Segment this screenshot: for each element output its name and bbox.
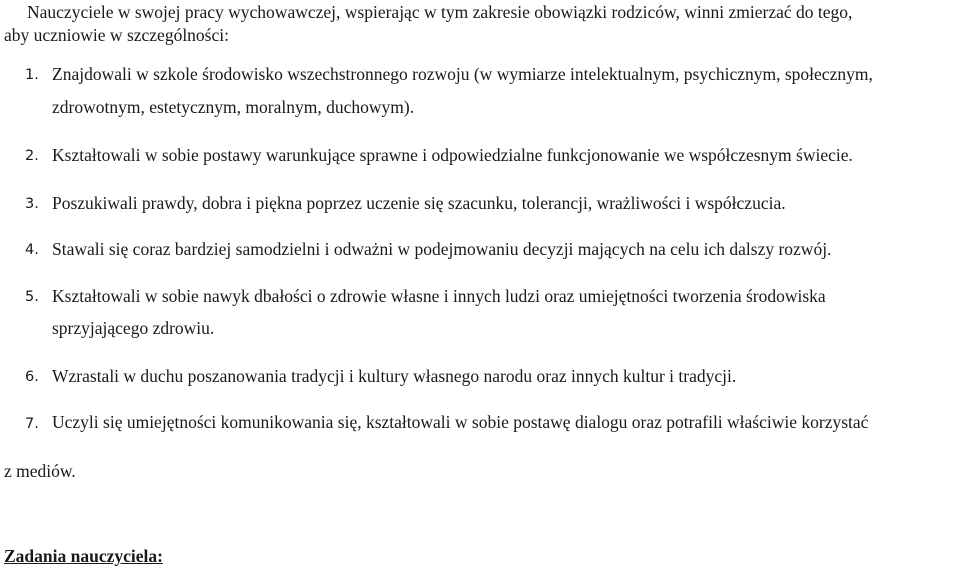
list-item-number: 7. — [25, 416, 39, 432]
list-item-number: 1. — [25, 67, 39, 83]
list-item-number: 4. — [25, 242, 39, 258]
intro-line-1: Nauczyciele w swojej pracy wychowawczej, wspierając w tym zakresie obowiązki rodziców, winni zmierzać do tego, — [27, 2, 853, 22]
list-item-number: 2. — [25, 148, 39, 164]
list-item-text: Znajdowali w szkole środowisko wszechstronnego rozwoju (w wymiarze intelektualnym, psychicznym, społecznym, — [52, 64, 873, 84]
list-item-text: Poszukiwali prawdy, dobra i piękna poprzez uczenie się szacunku, tolerancji, wrażliwości i współczucia. — [52, 193, 786, 213]
section-heading: Zadania nauczyciela: — [4, 546, 163, 566]
list-item-text-tail: z mediów. — [4, 461, 76, 481]
list-item-text-continued: zdrowotnym, estetycznym, moralnym, duchowym). — [52, 97, 415, 117]
list-item-text: Wzrastali w duchu poszanowania tradycji i kultury własnego narodu oraz innych kultur i tradycji. — [52, 366, 737, 386]
list-item-number: 6. — [25, 369, 39, 385]
list-item-text: Kształtowali w sobie postawy warunkujące sprawne i odpowiedzialne funkcjonowanie we współczesnym świecie. — [52, 145, 853, 165]
intro-line-2: aby uczniowie w szczególności: — [4, 25, 229, 45]
list-item-number: 5. — [25, 289, 39, 305]
list-item-text: Kształtowali w sobie nawyk dbałości o zdrowie własne i innych ludzi oraz umiejętności tworzenia środowiska — [52, 286, 826, 306]
list-item-text: Stawali się coraz bardziej samodzielni i odważni w podejmowaniu decyzji mających na celu ich dalszy rozwój. — [52, 239, 832, 259]
list-item-text-continued: sprzyjającego zdrowiu. — [52, 318, 215, 338]
list-item-text: Uczyli się umiejętności komunikowania się, kształtowali w sobie postawę dialogu oraz potrafili właściwie korzystać — [52, 412, 869, 432]
list-item-number: 3. — [25, 196, 39, 212]
